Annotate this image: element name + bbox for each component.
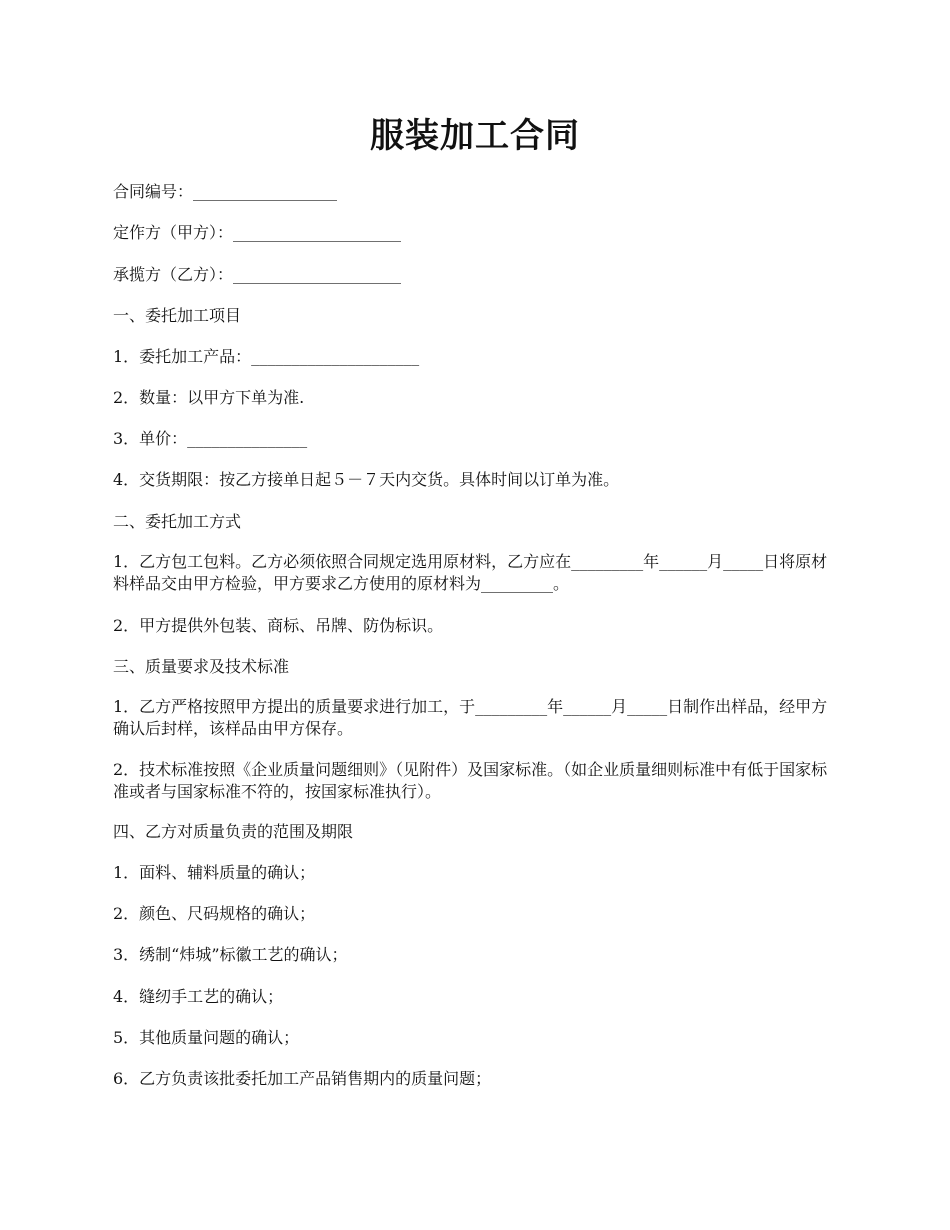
clause-paragraph: 1．乙方严格按照甲方提出的质量要求进行加工，于_________年______月_____日制作出样品，经甲方确认后封样，该样品由甲方保存。 (113, 697, 828, 738)
clause-paragraph: 1．乙方包工包料。乙方必须依照合同规定选用原材料，乙方应在_________年______月_____日将原材料样品交由甲方检验，甲方要求乙方使用的原材料为_________。 (113, 552, 828, 593)
clause-line: 3．单价：_______________ (113, 429, 308, 448)
clause-paragraph: 2．技术标准按照《企业质量问题细则》（见附件）及国家标准。（如企业质量细则标准中有低于国家标准或者与国家标准不符的，按国家标准执行）。 (113, 760, 828, 801)
clause-line: 5．其他质量问题的确认； (113, 1028, 300, 1047)
clause-line: 2．数量：以甲方下单为准. (113, 388, 305, 407)
party-b-line: 承揽方（乙方）：_____________________ (113, 265, 402, 284)
section-heading: 一、委托加工项目 (113, 306, 242, 325)
clause-line: 2．甲方提供外包装、商标、吊牌、防伪标识。 (113, 616, 444, 635)
section-heading: 三、质量要求及技术标准 (113, 657, 290, 676)
clause-line: 4．缝纫手工艺的确认； (113, 987, 284, 1006)
section-heading: 二、委托加工方式 (113, 512, 242, 531)
party-a-line: 定作方（甲方）：_____________________ (113, 223, 402, 242)
document-title: 服装加工合同 (370, 116, 580, 156)
clause-line: 2．颜色、尺码规格的确认； (113, 904, 316, 923)
clause-line: 1．委托加工产品：_____________________ (113, 347, 420, 366)
section-heading: 四、乙方对质量负责的范围及期限 (113, 822, 354, 841)
clause-line: 6．乙方负责该批委托加工产品销售期内的质量问题； (113, 1069, 492, 1088)
clause-line: 4．交货期限：按乙方接单日起５－７天内交货。具体时间以订单为准。 (113, 470, 620, 489)
contract-number-line: 合同编号：__________________ (113, 182, 338, 201)
clause-line: 1．面料、辅料质量的确认； (113, 863, 316, 882)
clause-line: 3．绣制“炜城”标徽工艺的确认； (113, 945, 348, 964)
